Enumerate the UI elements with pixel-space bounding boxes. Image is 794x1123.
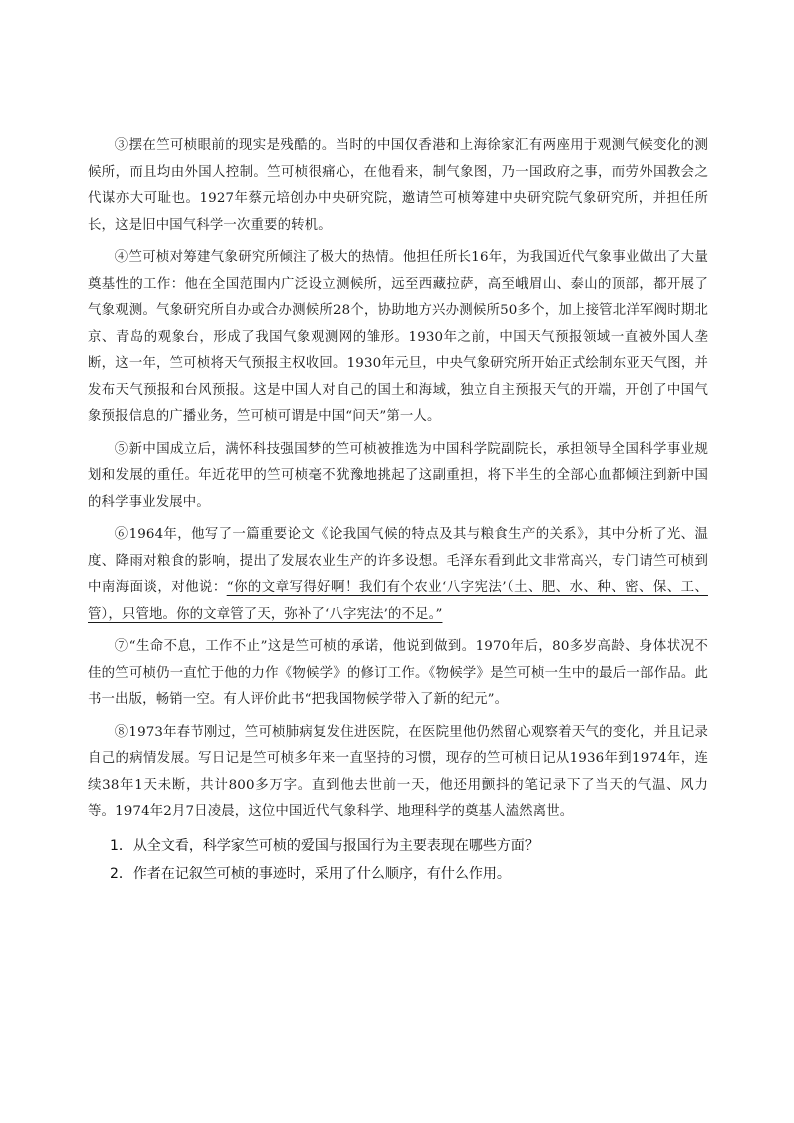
paragraph-8: ⑧1973年春节刚过，竺可桢肺病复发住进医院，在医院里他仍然留心观察着天气的变化，并且记录自己的病情发展。写日记是竺可桢多年来一直坚持的习惯，现存的竺可桢日记从1936年到1974年，连续38年1天未断，共计800多万字。直到他去世前一天，他还用颤抖的笔记录下了当天的气温、风力等。1974年2月7日凌晨，这位中国近代气象科学、地理科学的奠基人溘然离世。 bbox=[88, 724, 708, 819]
paragraph-6 bbox=[88, 522, 708, 628]
question-1: 1．从全文看，科学家竺可桢的爱国与报国行为主要表现在哪些方面？ bbox=[110, 837, 539, 854]
paragraph-4: ④竺可桢对筹建气象研究所倾注了极大的热情。他担任所长16年，为我国近代气象事业做出了大量奠基性的工作：他在全国范围内广泛设立测候所，远至西藏拉萨，高至峨眉山、泰山的顶部，都开展了气象观测。气象研究所自办或合办测候所28个，协助地方兴办测候所50多个，加上接管北洋军阀时期北京、青岛的观象台，形成了我国气象观测网的雏形。1930年之前，中国天气预报领域一直被外国人垄断，这一年，竺可桢将天气预报主权收回。1930年元旦，中央气象研究所开始正式绘制东亚天气图，并发布天气预报和台风预报。这是中国人对自己的国土和海域，独立自主预报天气的开端，开创了中国气象预报信息的广播业务，竺可桢可谓是中国“问天”第一人。 bbox=[88, 250, 708, 424]
paragraph-5: ⑤新中国成立后，满怀科技强国梦的竺可桢被推选为中国科学院副院长，承担领导全国科学事业规划和发展的重任。年近花甲的竺可桢毫不犹豫地挑起了这副重担，将下半生的全部心血都倾注到新中国的科学事业发展中。 bbox=[88, 441, 708, 510]
questions-section bbox=[88, 832, 708, 888]
paragraph-6-underlined-quote: “你的文章写得好啊！我们有个农业‘八字宪法’（土、肥、水、种、密、保、工、管），只管地。你的文章管了天，弥补了‘八字宪法’的不足。” bbox=[88, 580, 708, 622]
paragraph-3: ③摆在竺可桢眼前的现实是残酷的。当时的中国仅香港和上海徐家汇有两座用于观测气候变化的测候所，而且均由外国人控制。竺可桢很痛心，在他看来，制气象图，乃一国政府之事，而劳外国教会之代谋亦大可耻也。1927年蔡元培创办中央研究院，邀请竺可桢筹建中央研究院气象研究所，并担任所长，这是旧中国气科学一次重要的转机。 bbox=[88, 138, 708, 233]
document-page bbox=[88, 133, 708, 888]
question-2: 2．作者在记叙竺可桢的事迹时，采用了什么顺序，有什么作用。 bbox=[110, 865, 511, 882]
paragraph-6-text: ⑥1964年，他写了一篇重要论文《论我国气候的特点及其与粮食生产的关系》，其中分析了光、温度、降雨对粮食的影响，提出了发展农业生产的许多设想。毛泽东看到此文非常高兴，专门请竺可桢到中南海面谈，对他说： bbox=[88, 527, 708, 595]
paragraph-7: ⑦“生命不息，工作不止”这是竺可桢的承诺，他说到做到。1970年后，80多岁高龄、身体状况不佳的竺可桢仍一直忙于他的力作《物候学》的修订工作。《物候学》是竺可桢一生中的最后一部作品。此书一出版，畅销一空。有人评价此书“把我国物候学带入了新的纪元”。 bbox=[88, 639, 708, 707]
